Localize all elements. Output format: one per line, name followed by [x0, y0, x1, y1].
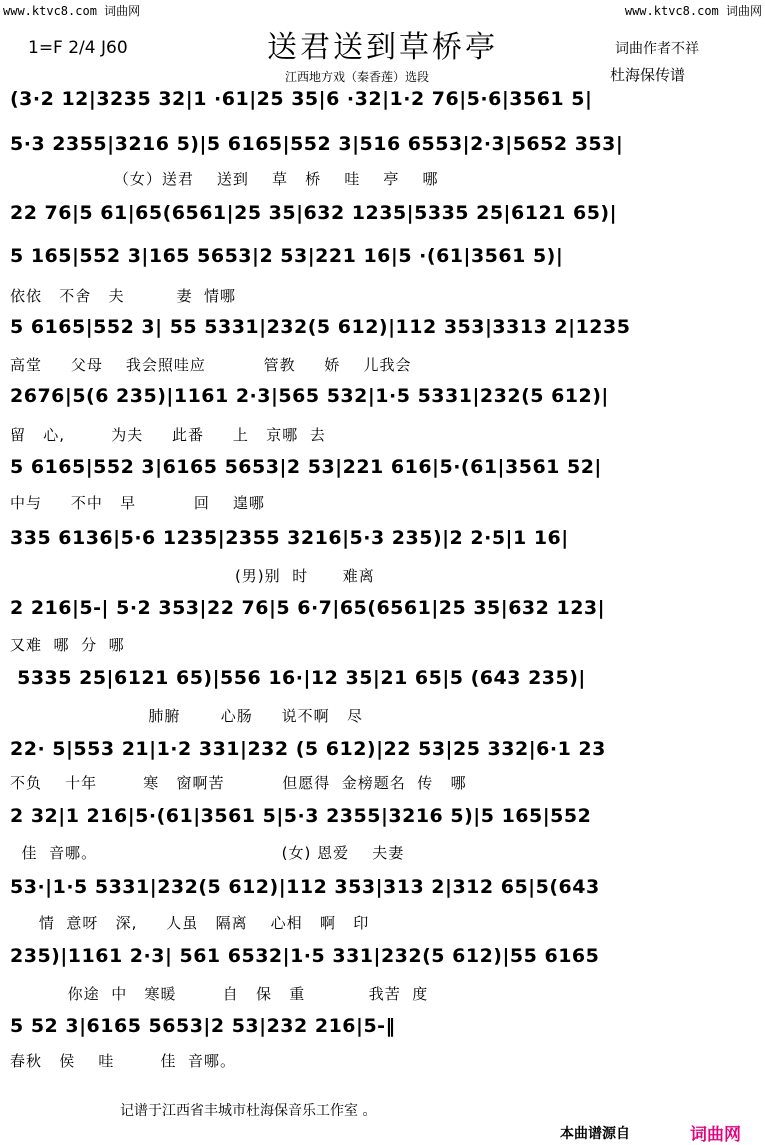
lyrics-line: 中与 不中 早 回 遑哪: [10, 494, 265, 512]
composer-credit: 词曲作者不祥: [615, 41, 699, 57]
lyrics-line: 你途 中 寒暖 自 保 重 我苦 度: [10, 985, 429, 1003]
subtitle: 江西地方戏（秦香莲）选段: [285, 70, 430, 84]
watermark-right: www.ktvc8.com 词曲网: [624, 4, 762, 18]
lyrics-line: 春秋 侯 哇 佳 音哪。: [10, 1052, 237, 1070]
source-label: 本曲谱源自: [560, 1126, 630, 1142]
lyrics-line: 高堂 父母 我会照哇应 管教 娇 儿我会: [10, 356, 412, 374]
notes-line: 2 216|5-| 5·2 353|22 76|5 6·7|65(6561|25 35|632 123|: [10, 597, 606, 619]
lyrics-line: 情 意呀 深, 人虽 隔离 心相 啊 印: [10, 914, 370, 932]
lyrics-line: （女）送君 送到 草 桥 哇 亭 哪: [10, 170, 439, 188]
notes-line: 5 6165|552 3| 55 5331|232(5 612)|112 353|3313 2|1235: [10, 316, 631, 338]
lyrics-line: 依依 不舍 夫 妻 情哪: [10, 287, 237, 305]
notes-line: 5 52 3|6165 5653|2 53|232 216|5-‖: [10, 1015, 396, 1037]
watermark-left: www.ktvc8.com 词曲网: [3, 4, 141, 18]
notes-line: (3·2 12|3235 32|1 ·61|25 35|6 ·32|1·2 76|5·6|3561 5|: [10, 88, 593, 110]
lyrics-line: (男)别 时 难离: [10, 567, 375, 585]
notes-line: 22· 5|553 21|1·2 331|232 (5 612)|22 53|25 332|6·1 23: [10, 738, 606, 760]
lyrics-line: 又难 哪 分 哪: [10, 636, 125, 654]
brand-logo: 词曲网: [690, 1125, 741, 1145]
notes-line: 5335 25|6121 65)|556 16·|12 35|21 65|5 (643 235)|: [10, 667, 586, 689]
lyrics-line: 留 心, 为夫 此番 上 京哪 去: [10, 426, 326, 444]
notes-line: 5 165|552 3|165 5653|2 53|221 16|5 ·(61|3561 5)|: [10, 245, 564, 267]
transcriber-credit: 杜海保传谱: [610, 66, 686, 84]
notes-line: 2676|5(6 235)|1161 2·3|565 532|1·5 5331|232(5 612)|: [10, 385, 609, 407]
song-title: 送君送到草桥亭: [267, 30, 498, 65]
notes-line: 335 6136|5·6 1235|2355 3216|5·3 235)|2 2·5|1 16|: [10, 527, 569, 549]
lyrics-line: 佳 音哪。 (女) 恩爱 夫妻: [10, 844, 405, 862]
lyrics-line: 肺腑 心肠 说不啊 尽: [10, 707, 363, 725]
notes-line: 22 76|5 61|65(6561|25 35|632 1235|5335 25|6121 65)|: [10, 202, 618, 224]
notes-line: 5·3 2355|3216 5)|5 6165|552 3|516 6553|2·3|5652 353|: [10, 133, 624, 155]
notes-line: 235)|1161 2·3| 561 6532|1·5 331|232(5 612)|55 6165: [10, 945, 600, 967]
notes-line: 53·|1·5 5331|232(5 612)|112 353|313 2|312 65|5(643: [10, 876, 600, 898]
key-signature: 1=F 2/4 J60: [28, 38, 128, 58]
notes-line: 2 32|1 216|5·(61|3561 5|5·3 2355|3216 5)|5 165|552: [10, 805, 592, 827]
transcription-note: 记谱于江西省丰城市杜海保音乐工作室 。: [120, 1103, 377, 1119]
notes-line: 5 6165|552 3|6165 5653|2 53|221 616|5·(61|3561 52|: [10, 456, 602, 478]
lyrics-line: 不负 十年 寒 窗啊苦 但愿得 金榜题名 传 哪: [10, 774, 467, 792]
